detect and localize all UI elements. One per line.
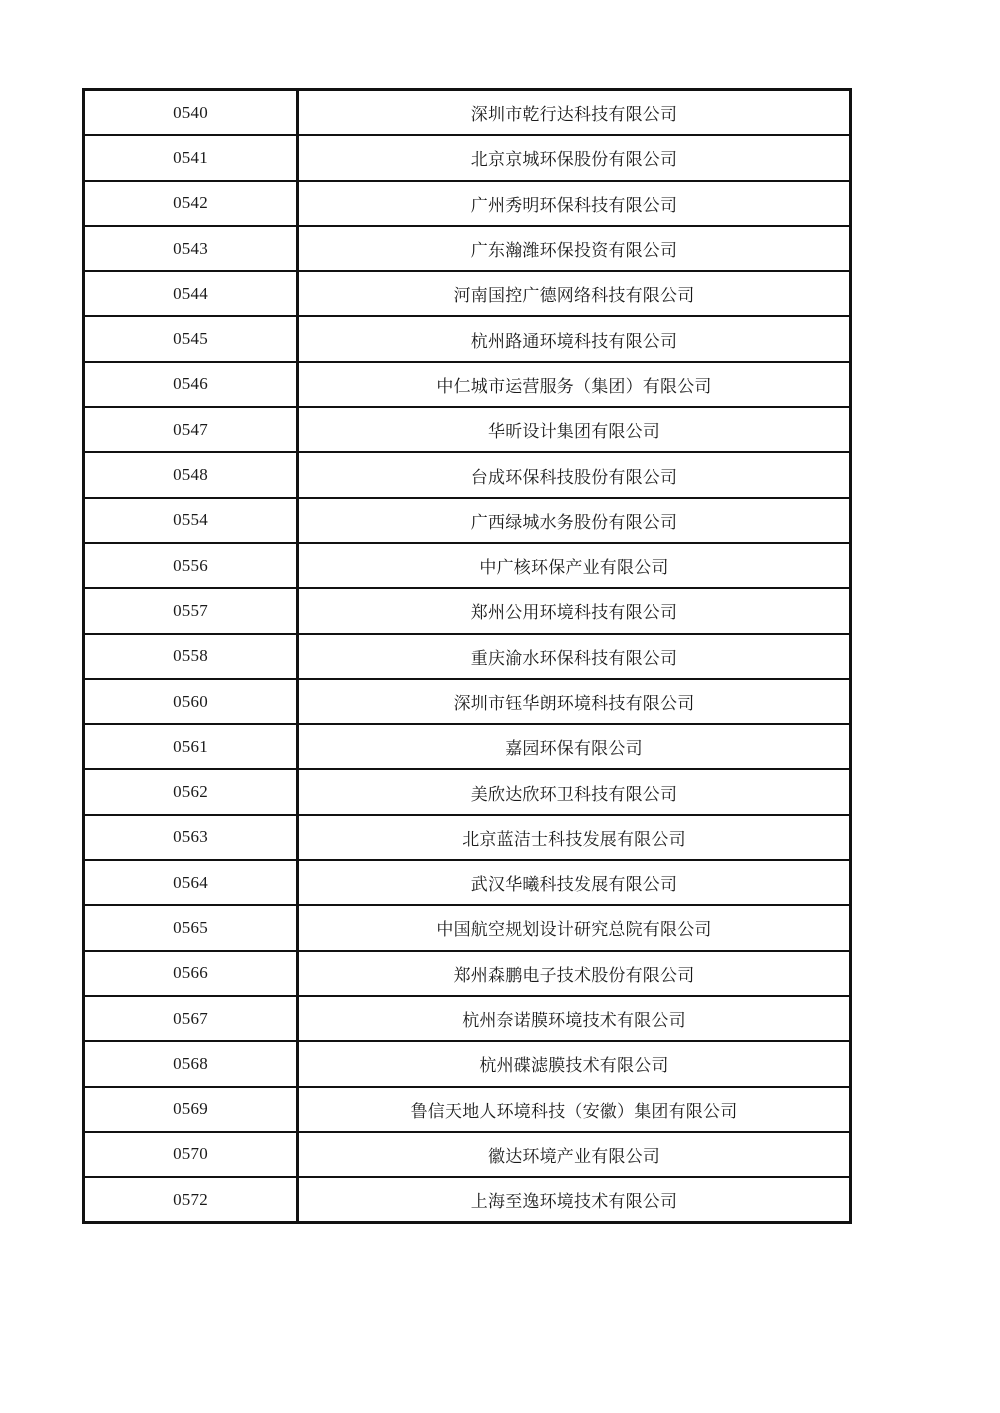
id-cell: 0540: [84, 90, 298, 136]
table-row: [84, 498, 851, 543]
table-row: [84, 316, 851, 361]
company-name-cell: 重庆渝水环保科技有限公司: [298, 634, 851, 679]
company-name-cell: 美欣达欣环卫科技有限公司: [298, 769, 851, 814]
id-cell: 0546: [84, 362, 298, 407]
table-row: [84, 860, 851, 905]
id-cell: 0558: [84, 634, 298, 679]
id-cell: 0557: [84, 588, 298, 633]
company-table: [82, 88, 852, 1224]
table-row: [84, 679, 851, 724]
id-cell: 0569: [84, 1087, 298, 1132]
table-row: [84, 226, 851, 271]
id-cell: 0568: [84, 1041, 298, 1086]
company-name-cell: 中仁城市运营服务（集团）有限公司: [298, 362, 851, 407]
id-cell: 0563: [84, 815, 298, 860]
table-row: [84, 951, 851, 996]
company-name-cell: 广西绿城水务股份有限公司: [298, 498, 851, 543]
id-cell: 0556: [84, 543, 298, 588]
id-cell: 0547: [84, 407, 298, 452]
company-name-cell: 广州秀明环保科技有限公司: [298, 181, 851, 226]
table-body: [84, 90, 851, 1223]
company-name-cell: 北京京城环保股份有限公司: [298, 135, 851, 180]
company-name-cell: 中国航空规划设计研究总院有限公司: [298, 905, 851, 950]
company-name-cell: 台成环保科技股份有限公司: [298, 452, 851, 497]
table-row: [84, 90, 851, 136]
company-name-cell: 上海至逸环境技术有限公司: [298, 1177, 851, 1223]
table-row: [84, 634, 851, 679]
table-row: [84, 1087, 851, 1132]
company-name-cell: 广东瀚潍环保投资有限公司: [298, 226, 851, 271]
id-cell: 0560: [84, 679, 298, 724]
company-name-cell: 河南国控广德网络科技有限公司: [298, 271, 851, 316]
table-row: [84, 996, 851, 1041]
id-cell: 0564: [84, 860, 298, 905]
table-row: [84, 905, 851, 950]
id-cell: 0572: [84, 1177, 298, 1223]
id-cell: 0561: [84, 724, 298, 769]
id-cell: 0562: [84, 769, 298, 814]
id-cell: 0541: [84, 135, 298, 180]
id-cell: 0567: [84, 996, 298, 1041]
table-row: [84, 407, 851, 452]
company-name-cell: 华昕设计集团有限公司: [298, 407, 851, 452]
company-name-cell: 杭州路通环境科技有限公司: [298, 316, 851, 361]
company-name-cell: 杭州碟滤膜技术有限公司: [298, 1041, 851, 1086]
company-name-cell: 鲁信天地人环境科技（安徽）集团有限公司: [298, 1087, 851, 1132]
company-name-cell: 深圳市乾行达科技有限公司: [298, 90, 851, 136]
id-cell: 0565: [84, 905, 298, 950]
table-row: [84, 452, 851, 497]
table-row: [84, 724, 851, 769]
company-name-cell: 武汉华曦科技发展有限公司: [298, 860, 851, 905]
company-name-cell: 郑州森鹏电子技术股份有限公司: [298, 951, 851, 996]
id-cell: 0543: [84, 226, 298, 271]
table-row: [84, 135, 851, 180]
table-row: [84, 815, 851, 860]
id-cell: 0566: [84, 951, 298, 996]
id-cell: 0570: [84, 1132, 298, 1177]
table-row: [84, 588, 851, 633]
table-row: [84, 769, 851, 814]
company-name-cell: 中广核环保产业有限公司: [298, 543, 851, 588]
id-cell: 0542: [84, 181, 298, 226]
table-row: [84, 543, 851, 588]
company-name-cell: 郑州公用环境科技有限公司: [298, 588, 851, 633]
id-cell: 0544: [84, 271, 298, 316]
company-name-cell: 嘉园环保有限公司: [298, 724, 851, 769]
id-cell: 0545: [84, 316, 298, 361]
company-name-cell: 杭州奈诺膜环境技术有限公司: [298, 996, 851, 1041]
table-row: [84, 181, 851, 226]
company-name-cell: 北京蓝洁士科技发展有限公司: [298, 815, 851, 860]
id-cell: 0548: [84, 452, 298, 497]
table-row: [84, 1177, 851, 1223]
table-row: [84, 362, 851, 407]
table-row: [84, 1041, 851, 1086]
table-row: [84, 271, 851, 316]
company-name-cell: 徽达环境产业有限公司: [298, 1132, 851, 1177]
table-row: [84, 1132, 851, 1177]
id-cell: 0554: [84, 498, 298, 543]
company-name-cell: 深圳市钰华朗环境科技有限公司: [298, 679, 851, 724]
